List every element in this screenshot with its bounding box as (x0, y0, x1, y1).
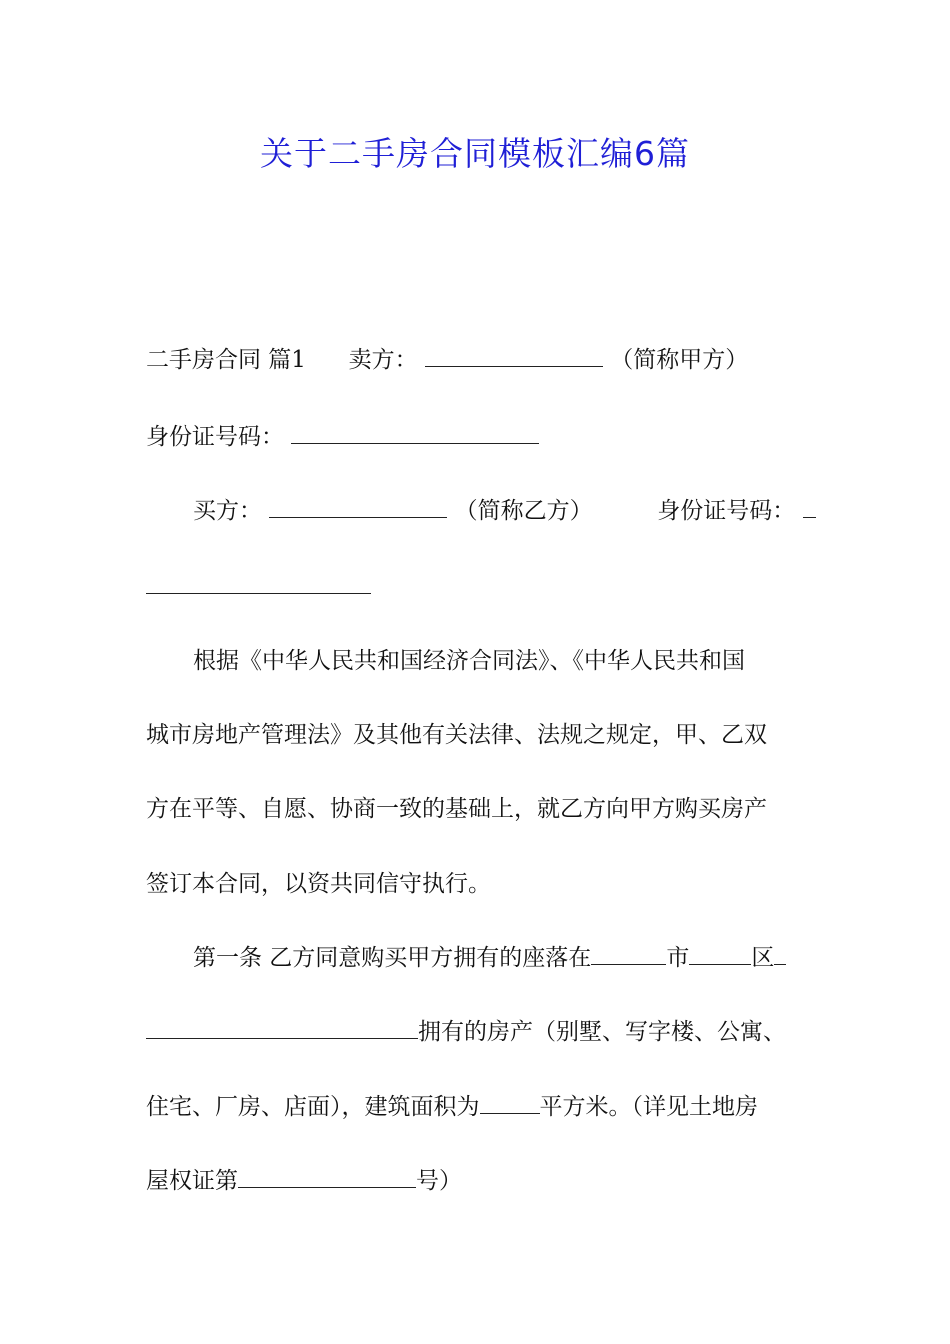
area-unit-text: 平方米。（详见土地房 (539, 1094, 758, 1120)
area-blank (480, 1093, 540, 1114)
article-1-line-2 (146, 1016, 816, 1048)
certificate-label: 屋权证第 (146, 1168, 238, 1194)
certificate-suffix: 号） (416, 1168, 462, 1194)
seller-alias: （简称甲方） (610, 347, 749, 373)
certificate-blank (238, 1167, 416, 1188)
article-1-line-4 (146, 1165, 816, 1197)
article-1-line-1 (193, 942, 816, 974)
seller-blank (425, 346, 603, 367)
address-blank-start (774, 944, 786, 965)
buyer-id-blank-start (803, 497, 816, 518)
property-type-text: 拥有的房产（别墅、写字楼、公寓、 (418, 1019, 786, 1045)
city-label: 市 (666, 945, 690, 971)
buyer-id-continuation (146, 571, 816, 603)
seller-label: 卖方： (348, 347, 418, 373)
preamble-line-4: 签订本合同，以资共同信守执行。 (146, 871, 491, 897)
article-1-line-3 (146, 1091, 816, 1123)
buyer-line (193, 495, 816, 527)
buyer-alias: （简称乙方） (454, 498, 593, 524)
preamble-line-3: 方在平等、自愿、协商一致的基础上，就乙方向甲方购买房产 (146, 796, 767, 822)
buyer-id-blank (146, 573, 371, 594)
contract-heading: 二手房合同 篇1 (146, 347, 306, 373)
district-label: 区 (751, 945, 775, 971)
district-blank (689, 944, 751, 965)
seller-line (146, 344, 816, 376)
document-title: 关于二手房合同模板汇编6篇 (260, 134, 690, 173)
buyer-id-label: 身份证号码： (657, 498, 796, 524)
city-blank (591, 944, 666, 965)
preamble-line-2: 城市房地产管理法》及其他有关法律、法规之规定，甲、乙双 (146, 722, 767, 748)
buyer-blank (269, 497, 447, 518)
area-text: 住宅、厂房、店面），建筑面积为 (146, 1094, 480, 1120)
seller-id-label: 身份证号码： (146, 424, 284, 450)
buyer-label: 买方： (193, 498, 262, 524)
address-blank (146, 1018, 418, 1039)
article-1-text: 第一条 乙方同意购买甲方拥有的座落在 (193, 945, 592, 971)
seller-id-blank (291, 423, 539, 444)
seller-id-line (146, 421, 816, 453)
preamble-line-1: 根据《中华人民共和国经济合同法》、《中华人民共和国 (193, 648, 745, 674)
